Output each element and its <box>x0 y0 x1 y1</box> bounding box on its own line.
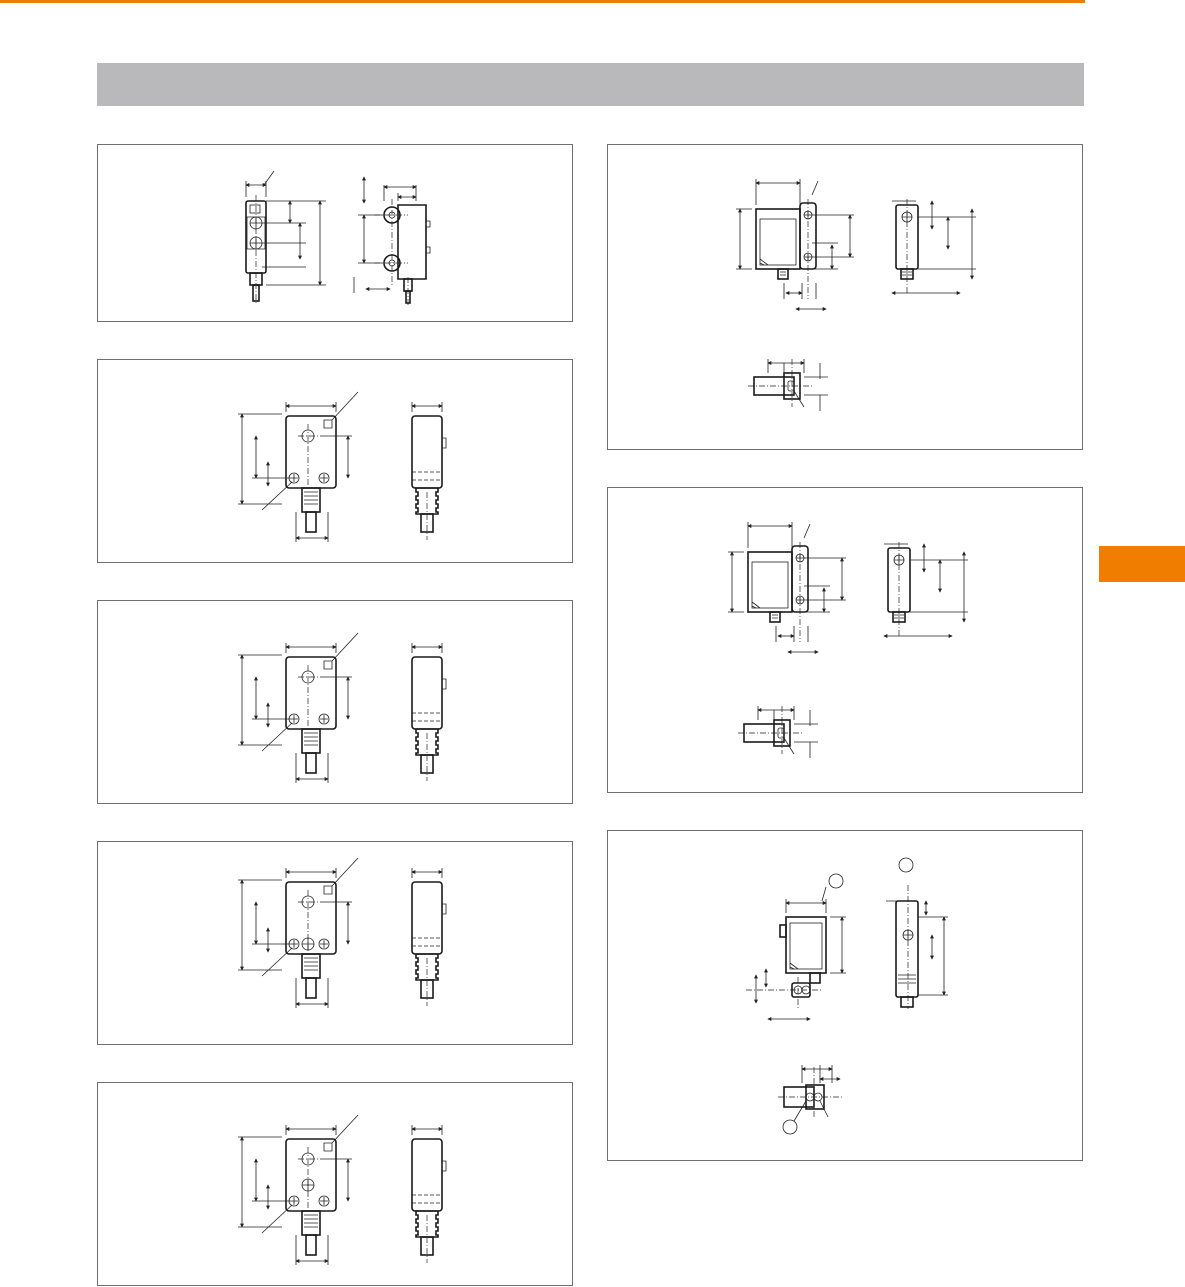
drawing-panel-5 <box>97 1082 573 1286</box>
drawing-panel-8 <box>607 830 1083 1161</box>
rectangular-sensor-drawing <box>98 601 574 805</box>
drawing-panel-3 <box>97 600 573 804</box>
miniature-sensor-drawing <box>98 145 574 323</box>
angled-sensor-drawing <box>608 831 1084 1162</box>
rectangular-sensor-drawing <box>98 360 574 564</box>
angled-sensor-drawing <box>608 488 1084 794</box>
chapter-tab <box>1099 546 1185 582</box>
drawing-panel-6 <box>607 144 1083 450</box>
section-header-bar <box>97 63 1084 106</box>
rectangular-sensor-drawing <box>98 842 574 1046</box>
drawing-panel-1 <box>97 144 573 322</box>
top-accent-line <box>0 0 1085 3</box>
drawing-panel-7 <box>607 487 1083 793</box>
drawing-panel-4 <box>97 841 573 1045</box>
drawing-panel-2 <box>97 359 573 563</box>
rectangular-sensor-drawing <box>98 1083 574 1287</box>
angled-sensor-drawing <box>608 145 1084 451</box>
